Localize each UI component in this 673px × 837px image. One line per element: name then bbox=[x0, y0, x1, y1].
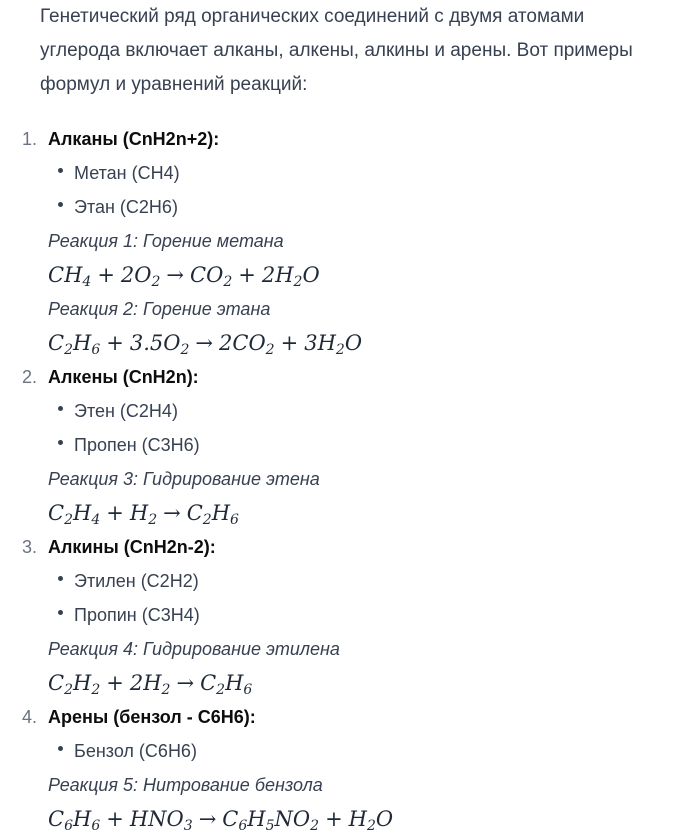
list-item bbox=[58, 394, 178, 428]
reaction-equation bbox=[48, 802, 393, 836]
equation-math: $C_2H_4 + H_2 \to C_2H_6$ bbox=[48, 501, 239, 528]
bullet-icon bbox=[58, 202, 63, 207]
intro-text: Генетический ряд органических соединений с двумя атомами углерода включает алканы, алкены, алкины и арены. Вот примеры формул и уравнений реакций: bbox=[40, 6, 633, 95]
section-title: Алкены (CnH2n): bbox=[48, 367, 199, 387]
list-item bbox=[58, 190, 178, 224]
bullet-icon bbox=[58, 168, 63, 173]
bullet-icon bbox=[58, 610, 63, 615]
reaction-equation bbox=[48, 496, 239, 530]
list-item-text: Бензол (C6H6) bbox=[74, 741, 197, 761]
equation-math: $CH_4 + 2O_2 \to CO_2 + 2H_2O$ bbox=[48, 263, 320, 290]
list-item bbox=[58, 428, 200, 462]
list-item-text: Метан (CH4) bbox=[74, 163, 180, 183]
list-item bbox=[58, 598, 200, 632]
section-title: Алканы (CnH2n+2): bbox=[48, 129, 220, 149]
list-item-text: Этен (C2H4) bbox=[74, 401, 178, 421]
list-number: 1. bbox=[22, 129, 38, 149]
reaction-title: Реакция 3: Гидрирование этена bbox=[48, 469, 320, 489]
section-title: Арены (бензол - C6H6): bbox=[48, 707, 256, 727]
list-item-text: Пропин (C3H4) bbox=[74, 605, 200, 625]
equation-math: $C_2H_2 + 2H_2 \to C_2H_6$ bbox=[48, 671, 253, 698]
list-item-text: Пропен (C3H6) bbox=[74, 435, 200, 455]
reaction-title: Реакция 1: Горение метана bbox=[48, 231, 284, 251]
list-item bbox=[58, 564, 199, 598]
reaction-equation bbox=[48, 258, 320, 292]
list-item bbox=[58, 156, 180, 190]
reaction-equation bbox=[48, 666, 252, 700]
section-title: Алкины (CnH2n-2): bbox=[48, 537, 216, 557]
list-number: 4. bbox=[22, 707, 38, 727]
equation-math: $C_6H_6 + HNO_3 \to C_6H_5NO_2 + H_2O$ bbox=[48, 807, 394, 834]
list-number: 3. bbox=[22, 537, 38, 557]
intro-paragraph bbox=[40, 0, 665, 102]
list-item bbox=[58, 734, 197, 768]
equation-math: $C_2H_6 + 3.5O_2 \to 2CO_2 + 3H_2O$ bbox=[48, 331, 363, 358]
bullet-icon bbox=[58, 406, 63, 411]
list-item-text: Этан (C2H6) bbox=[74, 197, 178, 217]
reaction-title: Реакция 4: Гидрирование этилена bbox=[48, 639, 340, 659]
list-number: 2. bbox=[22, 367, 38, 387]
bullet-icon bbox=[58, 576, 63, 581]
list-item-text: Этилен (C2H2) bbox=[74, 571, 199, 591]
reaction-title: Реакция 2: Горение этана bbox=[48, 299, 271, 319]
bullet-icon bbox=[58, 746, 63, 751]
reaction-equation bbox=[48, 326, 362, 360]
reaction-title: Реакция 5: Нитрование бензола bbox=[48, 775, 323, 795]
bullet-icon bbox=[58, 440, 63, 445]
